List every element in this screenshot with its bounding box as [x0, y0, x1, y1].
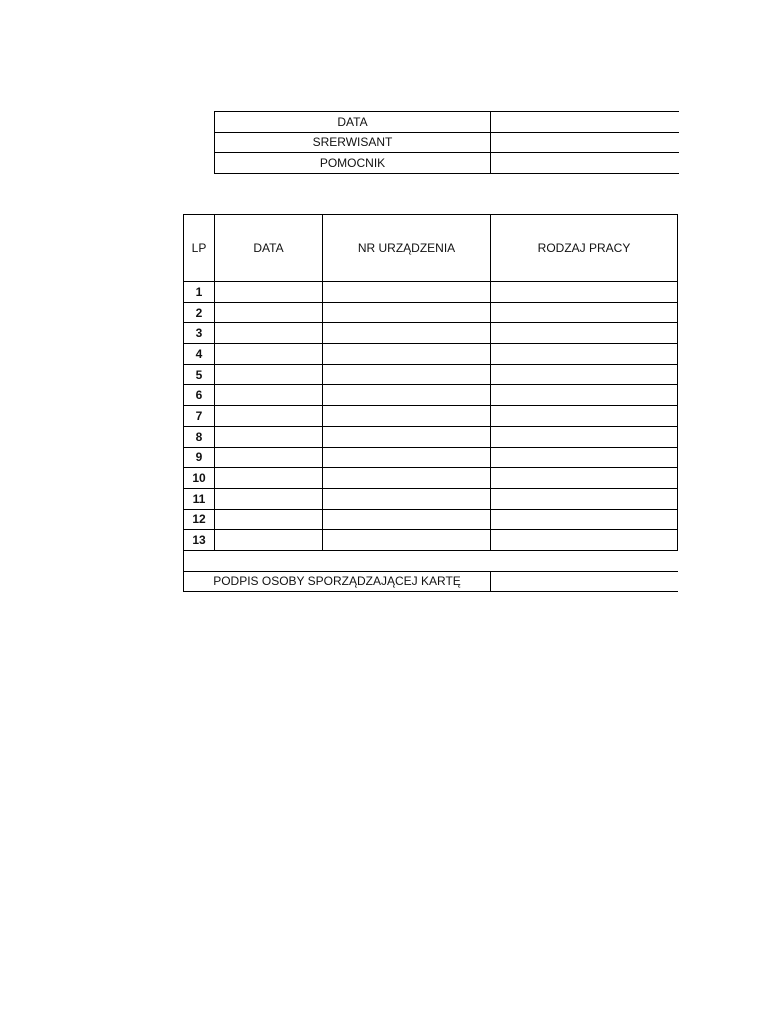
row-lp-cell: 3: [184, 323, 215, 344]
row-lp-cell: 11: [184, 488, 215, 509]
row-data-cell[interactable]: [215, 406, 323, 427]
row-nr-urzadzenia-cell[interactable]: [323, 468, 491, 489]
row-lp-cell: 1: [184, 282, 215, 303]
row-lp-cell: 8: [184, 426, 215, 447]
row-lp-cell: 6: [184, 385, 215, 406]
header-rodzaj-pracy: RODZAJ PRACY: [491, 215, 678, 282]
row-data-cell[interactable]: [215, 323, 323, 344]
row-lp-cell: 13: [184, 530, 215, 551]
row-lp-cell: 9: [184, 447, 215, 468]
row-data-cell[interactable]: [215, 385, 323, 406]
row-nr-urzadzenia-cell[interactable]: [323, 323, 491, 344]
row-rodzaj-pracy-cell[interactable]: [491, 282, 678, 303]
table-row: [184, 488, 678, 509]
row-lp-cell: 10: [184, 468, 215, 489]
row-data-cell[interactable]: [215, 364, 323, 385]
info-table: [214, 111, 679, 174]
row-nr-urzadzenia-cell[interactable]: [323, 385, 491, 406]
table-header-row: [184, 215, 678, 282]
row-data-cell[interactable]: [215, 282, 323, 303]
header-nr-urzadzenia: NR URZĄDZENIA: [323, 215, 491, 282]
row-rodzaj-pracy-cell[interactable]: [491, 344, 678, 365]
row-rodzaj-pracy-cell[interactable]: [491, 488, 678, 509]
row-rodzaj-pracy-cell[interactable]: [491, 406, 678, 427]
row-data-cell[interactable]: [215, 447, 323, 468]
row-nr-urzadzenia-cell[interactable]: [323, 488, 491, 509]
row-nr-urzadzenia-cell[interactable]: [323, 530, 491, 551]
signature-value[interactable]: [491, 571, 678, 592]
signature-label: PODPIS OSOBY SPORZĄDZAJĄCEJ KARTĘ: [184, 571, 491, 592]
header-data: DATA: [215, 215, 323, 282]
row-nr-urzadzenia-cell[interactable]: [323, 447, 491, 468]
row-rodzaj-pracy-cell[interactable]: [491, 530, 678, 551]
table-row: [184, 468, 678, 489]
table-row: [184, 344, 678, 365]
row-rodzaj-pracy-cell[interactable]: [491, 364, 678, 385]
row-data-cell[interactable]: [215, 488, 323, 509]
spacer-row: [184, 550, 678, 571]
info-value-data[interactable]: [491, 112, 679, 133]
info-value-pomocnik[interactable]: [491, 153, 679, 174]
row-lp-cell: 4: [184, 344, 215, 365]
row-data-cell[interactable]: [215, 302, 323, 323]
row-data-cell[interactable]: [215, 509, 323, 530]
info-label-serwisant: SRERWISANT: [215, 132, 491, 153]
table-row: [184, 447, 678, 468]
row-nr-urzadzenia-cell[interactable]: [323, 282, 491, 303]
row-rodzaj-pracy-cell[interactable]: [491, 302, 678, 323]
row-data-cell[interactable]: [215, 468, 323, 489]
row-nr-urzadzenia-cell[interactable]: [323, 302, 491, 323]
row-nr-urzadzenia-cell[interactable]: [323, 426, 491, 447]
table-row: [184, 385, 678, 406]
row-nr-urzadzenia-cell[interactable]: [323, 406, 491, 427]
row-lp-cell: 2: [184, 302, 215, 323]
header-lp: LP: [184, 215, 215, 282]
row-data-cell[interactable]: [215, 344, 323, 365]
table-row: [184, 530, 678, 551]
row-rodzaj-pracy-cell[interactable]: [491, 447, 678, 468]
table-row: [184, 426, 678, 447]
row-rodzaj-pracy-cell[interactable]: [491, 323, 678, 344]
row-lp-cell: 12: [184, 509, 215, 530]
table-row: [184, 282, 678, 303]
row-data-cell[interactable]: [215, 426, 323, 447]
table-row: [184, 323, 678, 344]
info-row-data: [215, 112, 679, 133]
info-label-pomocnik: POMOCNIK: [215, 153, 491, 174]
work-log-table: [183, 214, 678, 592]
row-rodzaj-pracy-cell[interactable]: [491, 509, 678, 530]
row-lp-cell: 7: [184, 406, 215, 427]
table-row: [184, 406, 678, 427]
row-nr-urzadzenia-cell[interactable]: [323, 364, 491, 385]
row-nr-urzadzenia-cell[interactable]: [323, 509, 491, 530]
info-label-data: DATA: [215, 112, 491, 133]
row-nr-urzadzenia-cell[interactable]: [323, 344, 491, 365]
spacer-cell: [184, 550, 678, 571]
row-data-cell[interactable]: [215, 530, 323, 551]
table-row: [184, 509, 678, 530]
row-lp-cell: 5: [184, 364, 215, 385]
row-rodzaj-pracy-cell[interactable]: [491, 385, 678, 406]
info-value-serwisant[interactable]: [491, 132, 679, 153]
row-rodzaj-pracy-cell[interactable]: [491, 468, 678, 489]
table-row: [184, 364, 678, 385]
table-row: [184, 302, 678, 323]
info-row-serwisant: [215, 132, 679, 153]
info-row-pomocnik: [215, 153, 679, 174]
signature-row: [184, 571, 678, 592]
row-rodzaj-pracy-cell[interactable]: [491, 426, 678, 447]
